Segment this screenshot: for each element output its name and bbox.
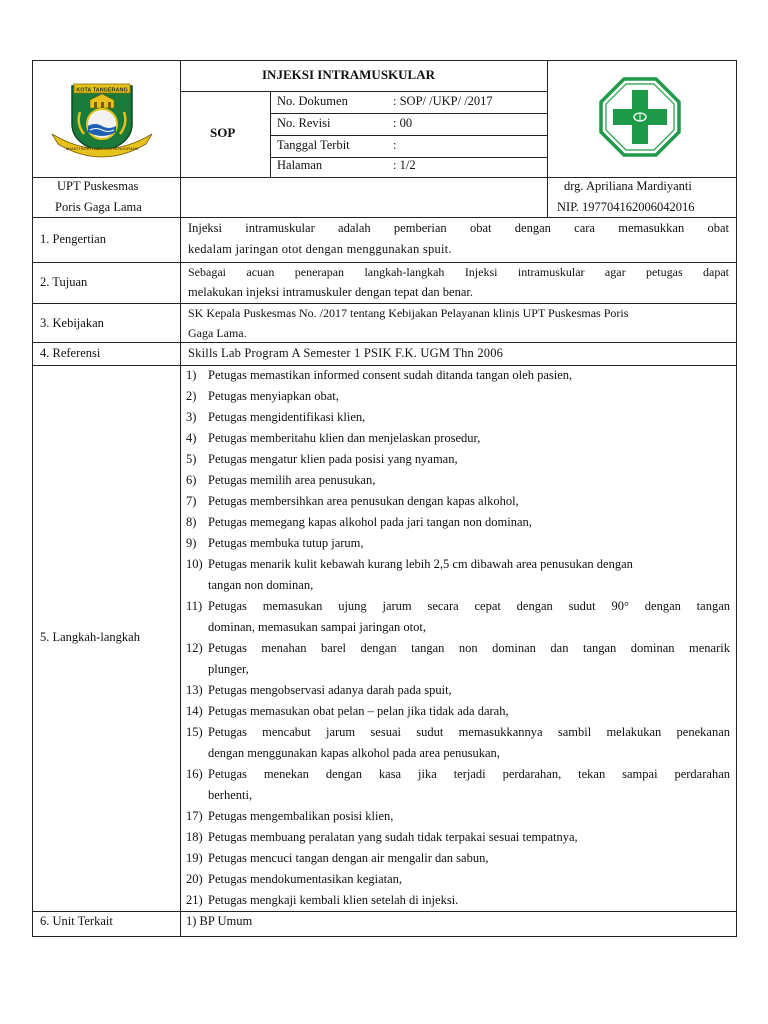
kota-tangerang-logo	[50, 78, 154, 158]
section-label-tujuan: 2. Tujuan	[40, 275, 88, 289]
section-label-unit-terkait: 6. Unit Terkait	[40, 914, 113, 928]
section-label-langkah: 5. Langkah-langkah	[40, 630, 140, 644]
page-value: : 1/2	[393, 158, 416, 172]
section-label-referensi: 4. Referensi	[40, 346, 101, 360]
doc-number-label: No. Dokumen	[277, 94, 348, 108]
org-name-line1: UPT Puskesmas	[57, 179, 139, 193]
issue-date-value: :	[393, 138, 397, 152]
org-name-line2: Poris Gaga Lama	[55, 200, 142, 214]
doc-number-value: : SOP/ /UKP/ /2017	[393, 94, 493, 108]
page-label: Halaman	[277, 158, 323, 172]
svg-text:BHAKTI BUKTI ABDI KARYA NUGRAH: BHAKTI BUKTI ABDI KARYA NUGRAHA	[65, 146, 139, 151]
section-label-kebijakan: 3. Kebijakan	[40, 316, 104, 330]
issue-date-label: Tanggal Terbit	[277, 138, 350, 152]
unit-terkait-text: 1) BP Umum	[186, 914, 253, 928]
revision-label: No. Revisi	[277, 116, 331, 130]
svg-text:KOTA TANGERANG: KOTA TANGERANG	[76, 87, 128, 94]
tujuan-text-line2: melakukan injeksi intramuskuler dengan tepat dan benar.	[188, 285, 473, 299]
signer-name: drg. Apriliana Mardiyanti	[564, 179, 692, 193]
logo-top-banner	[76, 88, 128, 94]
kebijakan-text-line1: SK Kepala Puskesmas No. /2017 tentang Kebijakan Pelayanan klinis UPT Puskesmas Poris	[188, 306, 629, 320]
kebijakan-text-line2: Gaga Lama.	[188, 326, 247, 340]
pengertian-text-line1: Injeksi intramuskular adalah pemberian obat dengan cara memasukkan obat	[188, 221, 729, 235]
logo-motto-banner	[66, 146, 139, 151]
section-label-pengertian: 1. Pengertian	[40, 232, 106, 246]
referensi-text: Skills Lab Program A Semester 1 PSIK F.K. UGM Thn 2006	[188, 346, 504, 360]
tujuan-text-line1: Sebagai acuan penerapan langkah-langkah Injeksi intramuskular agar petugas dapat	[188, 265, 729, 279]
pengertian-text-line2: kedalam jaringan otot dengan menggunakan spuit.	[188, 242, 452, 256]
document-title: INJEKSI INTRAMUSKULAR	[262, 67, 435, 82]
revision-value: : 00	[393, 116, 413, 130]
puskesmas-logo	[598, 76, 682, 158]
signer-nip: NIP. 197704162006042016	[557, 200, 695, 214]
sop-label: SOP	[210, 125, 236, 140]
